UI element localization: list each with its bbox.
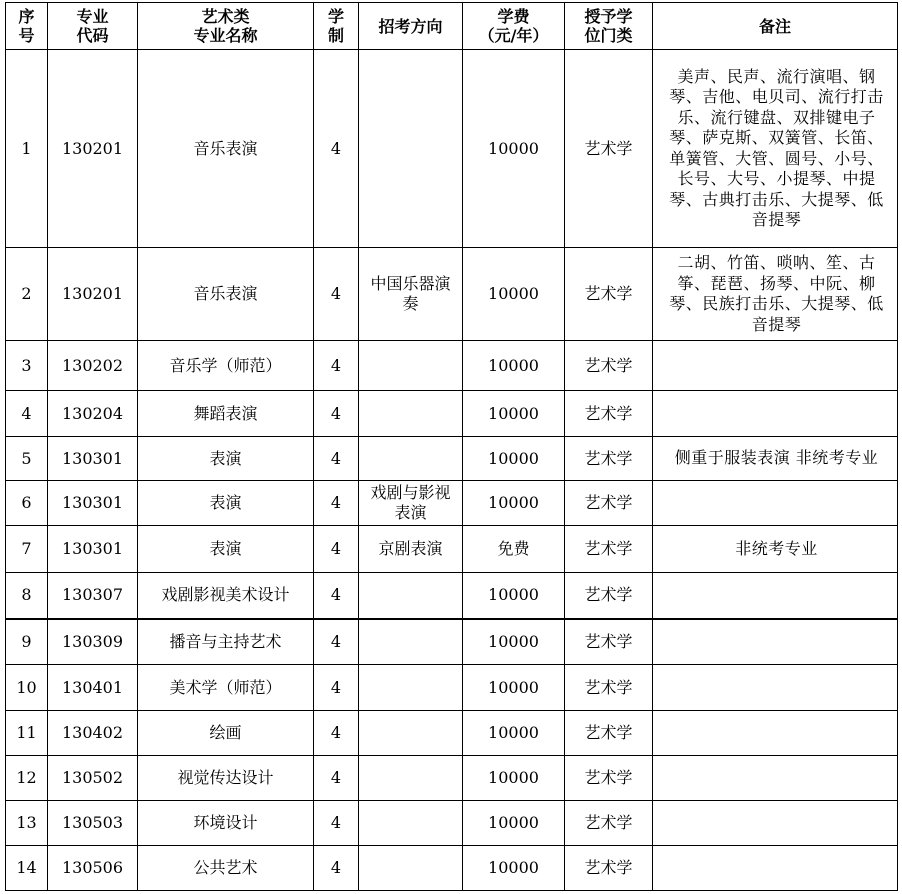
cell-note xyxy=(653,801,898,846)
cell-years: 4 xyxy=(314,665,359,711)
cell-fee: 10000 xyxy=(463,756,565,801)
cell-name: 播音与主持艺术 xyxy=(138,619,314,665)
cell-direction xyxy=(359,437,463,481)
cell-fee: 10000 xyxy=(463,711,565,756)
header-direction: 招考方向 xyxy=(359,3,463,50)
cell-no: 2 xyxy=(6,248,48,341)
header-name: 艺术类 专业名称 xyxy=(138,3,314,50)
cell-no: 8 xyxy=(6,573,48,619)
cell-code: 130402 xyxy=(48,711,138,756)
header-years: 学 制 xyxy=(314,3,359,50)
cell-no: 4 xyxy=(6,391,48,437)
cell-name: 表演 xyxy=(138,526,314,573)
cell-no: 6 xyxy=(6,481,48,526)
cell-degree: 艺术学 xyxy=(565,756,653,801)
cell-fee: 10000 xyxy=(463,341,565,391)
table-row xyxy=(6,248,898,341)
cell-direction xyxy=(359,711,463,756)
cell-fee: 10000 xyxy=(463,481,565,526)
table-row xyxy=(6,756,898,801)
cell-fee: 免费 xyxy=(463,526,565,573)
cell-years: 4 xyxy=(314,756,359,801)
cell-no: 12 xyxy=(6,756,48,801)
cell-name: 视觉传达设计 xyxy=(138,756,314,801)
cell-fee: 10000 xyxy=(463,665,565,711)
cell-degree: 艺术学 xyxy=(565,248,653,341)
cell-direction xyxy=(359,619,463,665)
cell-no: 11 xyxy=(6,711,48,756)
table-row xyxy=(6,391,898,437)
table-row xyxy=(6,573,898,619)
cell-note xyxy=(653,846,898,891)
cell-years: 4 xyxy=(314,50,359,248)
table-row xyxy=(6,526,898,573)
table-row xyxy=(6,481,898,526)
cell-years: 4 xyxy=(314,846,359,891)
cell-fee: 10000 xyxy=(463,619,565,665)
cell-degree: 艺术学 xyxy=(565,481,653,526)
cell-code: 130202 xyxy=(48,341,138,391)
cell-fee: 10000 xyxy=(463,248,565,341)
cell-code: 130201 xyxy=(48,248,138,341)
cell-years: 4 xyxy=(314,526,359,573)
table-row xyxy=(6,341,898,391)
cell-code: 130506 xyxy=(48,846,138,891)
cell-direction: 中国乐器演奏 xyxy=(359,248,463,341)
cell-years: 4 xyxy=(314,437,359,481)
cell-name: 表演 xyxy=(138,437,314,481)
cell-code: 130503 xyxy=(48,801,138,846)
header-no: 序 号 xyxy=(6,3,48,50)
cell-fee: 10000 xyxy=(463,846,565,891)
cell-note xyxy=(653,619,898,665)
cell-no: 3 xyxy=(6,341,48,391)
cell-name: 美术学（师范） xyxy=(138,665,314,711)
cell-degree: 艺术学 xyxy=(565,619,653,665)
cell-years: 4 xyxy=(314,573,359,619)
cell-years: 4 xyxy=(314,391,359,437)
table-row xyxy=(6,801,898,846)
cell-note xyxy=(653,391,898,437)
cell-direction xyxy=(359,756,463,801)
cell-fee: 10000 xyxy=(463,573,565,619)
cell-code: 130502 xyxy=(48,756,138,801)
cell-years: 4 xyxy=(314,341,359,391)
table-row xyxy=(6,50,898,248)
cell-degree: 艺术学 xyxy=(565,526,653,573)
cell-code: 130201 xyxy=(48,50,138,248)
cell-name: 环境设计 xyxy=(138,801,314,846)
cell-years: 4 xyxy=(314,481,359,526)
cell-name: 表演 xyxy=(138,481,314,526)
cell-direction xyxy=(359,391,463,437)
cell-name: 戏剧影视美术设计 xyxy=(138,573,314,619)
cell-no: 9 xyxy=(6,619,48,665)
cell-direction xyxy=(359,801,463,846)
table-row xyxy=(6,437,898,481)
majors-table xyxy=(5,2,898,891)
cell-note: 美声、民声、流行演唱、钢琴、吉他、电贝司、流行打击乐、流行键盘、双排键电子琴、萨克斯、双簧管、长笛、单簧管、大管、圆号、小号、长号、大号、小提琴、中提琴、古典打击乐、大提琴、低音提琴 xyxy=(653,50,898,248)
cell-direction xyxy=(359,50,463,248)
cell-years: 4 xyxy=(314,248,359,341)
cell-fee: 10000 xyxy=(463,801,565,846)
cell-direction xyxy=(359,846,463,891)
cell-note xyxy=(653,665,898,711)
cell-no: 5 xyxy=(6,437,48,481)
cell-direction xyxy=(359,341,463,391)
table-header-row xyxy=(6,3,898,50)
cell-name: 绘画 xyxy=(138,711,314,756)
table-row xyxy=(6,665,898,711)
cell-code: 130301 xyxy=(48,526,138,573)
cell-name: 公共艺术 xyxy=(138,846,314,891)
cell-name: 音乐学（师范） xyxy=(138,341,314,391)
cell-degree: 艺术学 xyxy=(565,711,653,756)
cell-note: 二胡、竹笛、唢呐、笙、古筝、琵琶、扬琴、中阮、柳琴、民族打击乐、大提琴、低音提琴 xyxy=(653,248,898,341)
cell-no: 1 xyxy=(6,50,48,248)
cell-degree: 艺术学 xyxy=(565,801,653,846)
cell-name: 音乐表演 xyxy=(138,50,314,248)
header-note: 备注 xyxy=(653,3,898,50)
table-row xyxy=(6,619,898,665)
cell-note xyxy=(653,481,898,526)
cell-years: 4 xyxy=(314,711,359,756)
cell-no: 14 xyxy=(6,846,48,891)
header-code: 专业 代码 xyxy=(48,3,138,50)
cell-degree: 艺术学 xyxy=(565,341,653,391)
cell-name: 音乐表演 xyxy=(138,248,314,341)
cell-note: 非统考专业 xyxy=(653,526,898,573)
cell-direction xyxy=(359,573,463,619)
cell-code: 130204 xyxy=(48,391,138,437)
cell-note xyxy=(653,341,898,391)
cell-years: 4 xyxy=(314,801,359,846)
cell-degree: 艺术学 xyxy=(565,846,653,891)
cell-name: 舞蹈表演 xyxy=(138,391,314,437)
cell-years: 4 xyxy=(314,619,359,665)
cell-degree: 艺术学 xyxy=(565,665,653,711)
cell-note xyxy=(653,756,898,801)
cell-degree: 艺术学 xyxy=(565,391,653,437)
table-row xyxy=(6,846,898,891)
cell-direction: 戏剧与影视表演 xyxy=(359,481,463,526)
cell-direction: 京剧表演 xyxy=(359,526,463,573)
cell-no: 10 xyxy=(6,665,48,711)
cell-fee: 10000 xyxy=(463,391,565,437)
cell-no: 7 xyxy=(6,526,48,573)
cell-fee: 10000 xyxy=(463,50,565,248)
cell-no: 13 xyxy=(6,801,48,846)
cell-degree: 艺术学 xyxy=(565,437,653,481)
header-degree: 授予学 位门类 xyxy=(565,3,653,50)
cell-fee: 10000 xyxy=(463,437,565,481)
cell-code: 130307 xyxy=(48,573,138,619)
table-body xyxy=(6,50,898,891)
cell-code: 130301 xyxy=(48,481,138,526)
header-fee: 学费 （元/年） xyxy=(463,3,565,50)
cell-degree: 艺术学 xyxy=(565,573,653,619)
cell-note xyxy=(653,711,898,756)
cell-note xyxy=(653,573,898,619)
cell-code: 130301 xyxy=(48,437,138,481)
cell-note: 侧重于服装表演 非统考专业 xyxy=(653,437,898,481)
cell-code: 130401 xyxy=(48,665,138,711)
cell-degree: 艺术学 xyxy=(565,50,653,248)
table-row xyxy=(6,711,898,756)
cell-direction xyxy=(359,665,463,711)
cell-code: 130309 xyxy=(48,619,138,665)
